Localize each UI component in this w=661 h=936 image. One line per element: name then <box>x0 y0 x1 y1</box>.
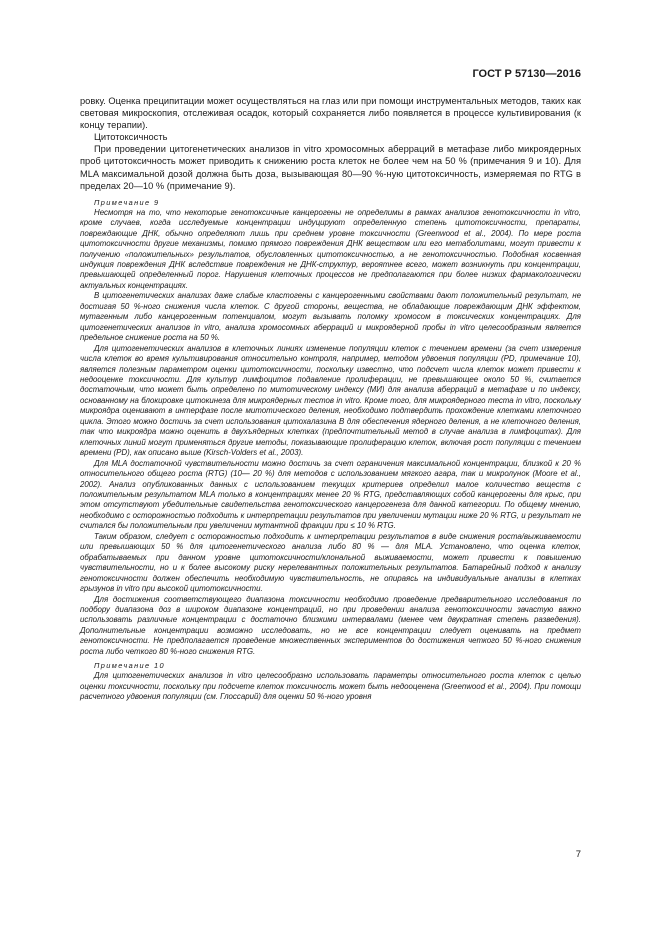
paragraph-precipitation: ровку. Оценка преципитации может осуществляться на глаз или при помощи инструментальных методов, таких как световая микроскопия, отслеживая осадок, который сохраняется либо появляется в процессе культивирования (к концу терапии). <box>80 96 581 131</box>
section-heading-cytotoxicity: Цитотоксичность <box>94 132 168 143</box>
standard-header: ГОСТ Р 57130—2016 <box>472 68 581 80</box>
note-9-paragraph: Для достижения соответствующего диапазона токсичности необходимо проведение предварительного исследования по подбору диапазона доз в широком диапазоне концентраций, но при проведении анализа генотоксичности зачастую важно использовать различные концентрации с достаточно близкими интервалами (менее чем двукратная степень разведения). Дополнительные концентрации возможно исследовать, но не все концентрации следует оценивать на предмет генотоксичности. Не предполагается проведение множественных экспериментов до достижения четкого 50 %-ного снижения роста либо четкого 80 %-ного снижения RTG. <box>80 594 581 656</box>
paragraph-cytotoxicity: При проведении цитогенетических анализов in vitro хромосомных аберраций в метафазе либо микроядерных проб цитотоксичность может приводить к снижению роста клеток не более чем на 50 % (примечания 9 и 10). Для MLA максимальной дозой должна быть доза, вызывающая 80—90 %-ную цитотоксичность, измеряемая по RTG в пределах 20—10 % (примечание 9). <box>80 144 581 191</box>
note-10-paragraph: Для цитогенетических анализов in vitro целесообразно использовать параметры относительного роста клеток с целью оценки токсичности, поскольку при подсчете клеток токсичность может быть недооценена (Greenwood et al., 2004). При помощи расчетного удвоения популяции (см. Глоссарий) для оценки 50 %-ного уровня <box>80 671 581 702</box>
main-content <box>80 95 581 703</box>
note-9-paragraph: Несмотря на то, что некоторые генотоксичные канцерогены не определимы в рамках анализов генотоксичности in vitro, кроме случаев, когда исследуемые концентрации индуцируют определенную степень цитотоксичности, препараты, повреждающие ДНК, обычно определяют лишь при среднем уровне токсичности (Greenwood et al., 2004). По мере роста цитотоксичности другие механизмы, помимо прямого повреждения ДНК веществом или его метаболитами, могут привести к получению «положительных» результатов, обусловленных цитотоксичностью, а не генотоксичностью. Подобная косвенная индукция повреждения ДНК вследствие повреждения не ДНК-структур, вероятнее всего, может возникнуть при концентрации, превышающей определенный порог. Нарушения клеточных процессов не предполагаются при более низких фармакологически актуальных концентрациях. <box>80 207 581 290</box>
note-10-title: Примечание 10 <box>94 661 166 671</box>
note-9-paragraph: В цитогенетических анализах даже слабые кластогены с канцерогенными свойствами дают положительный результат, не достигая 50 %-ного снижения числа клеток. С другой стороны, вещества, не обладающие повреждающим ДНК эффектом, мутагенным либо канцерогенным потенциалом, могут вызывать поломку хромосом в токсических концентрациях. Для цитогенетических анализов in vitro, анализа хромосомных аберраций и микроядерной пробы in vitro целесообразным является предельное снижение роста на 50 %. <box>80 291 581 343</box>
note-9-paragraph: Таким образом, следует с осторожностью подходить к интерпретации результатов в виде снижения роста/выживаемости или превышающих 50 % для цитогенетического анализа либо 80 % — для MLA. Установлено, что оценка клеток, обрабатываемых при данном уровне цитотоксичности/клональной выживаемости, может привести к повышению чувствительности, но и к более высокому риску нерелевантных положительных результатов. Батарейный подход к анализу генотоксичности должен обеспечить необходимую чувствительность, не опираясь на индивидуальные анализы в клетках грызунов in vitro при высокой цитотоксичности. <box>80 531 581 594</box>
page-number: 7 <box>575 849 581 860</box>
note-9-paragraph: Для цитогенетических анализов в клеточных линиях изменение популяции клеток с течением времени (за счет измерения числа клеток во время культивирования относительно контроля, например, методом удвоения популяции (PD, примечание 10), является полезным параметром оценки цитотоксичности, поскольку известно, что подсчет числа клеток может привести к недооценке токсичности. Для культур лимфоцитов подавление пролиферации, не превышающее около 50 %, считается достаточным, что может быть определено по митотическому индексу (МИ) для анализа аберраций в метафазе и по индексу, основанному на блокировке цитокинеза для микроядерных тестов in vitro. Кроме того, для микроядерного теста in vitro, поскольку микроядра оценивают в интерфазе после митотического деления, необходимо подтвердить прохождение клетками клеточного цикла. Этого можно достичь за счет использования цитохалазина B для обеспечения ядерного деления, а не клеточного деления, так что микроядра можно оценить в двухъядерных клетках (предпочтительный метод в случае анализа в лимфоцитах). Для клеточных линий могут применяться другие методы, показывающие пролиферацию клеток, включая рост популяции с течением времени (PD), как описано выше (Kirsch-Volders et al., 2003). <box>80 343 581 458</box>
note-9-title: Примечание 9 <box>94 197 160 207</box>
note-9-paragraph: Для MLA достаточной чувствительности можно достичь за счет ограничения максимальной концентрации, близкой к 20 % относительного общего роста (RTG) (10— 20 %) для методов с использованием мягкого агара, так и микролунок (Moore et al., 2002). Анализ опубликованных данных с использованием текущих критериев определил малое количество веществ с положительным результатом MLA только в концентрациях менее 20 % RTG, представляющих собой канцерогены для крыс, при этом отсутствуют убедительные свидетельства генотоксического канцерогенеза для данной категории. По общему мнению, необходимо с осторожностью подходить к интерпретации результатов при увеличении мутации ниже 20 % RTG, и результат не считался бы положительным при увеличении мутантной фракции при ≤ 10 % RTG. <box>80 458 581 531</box>
